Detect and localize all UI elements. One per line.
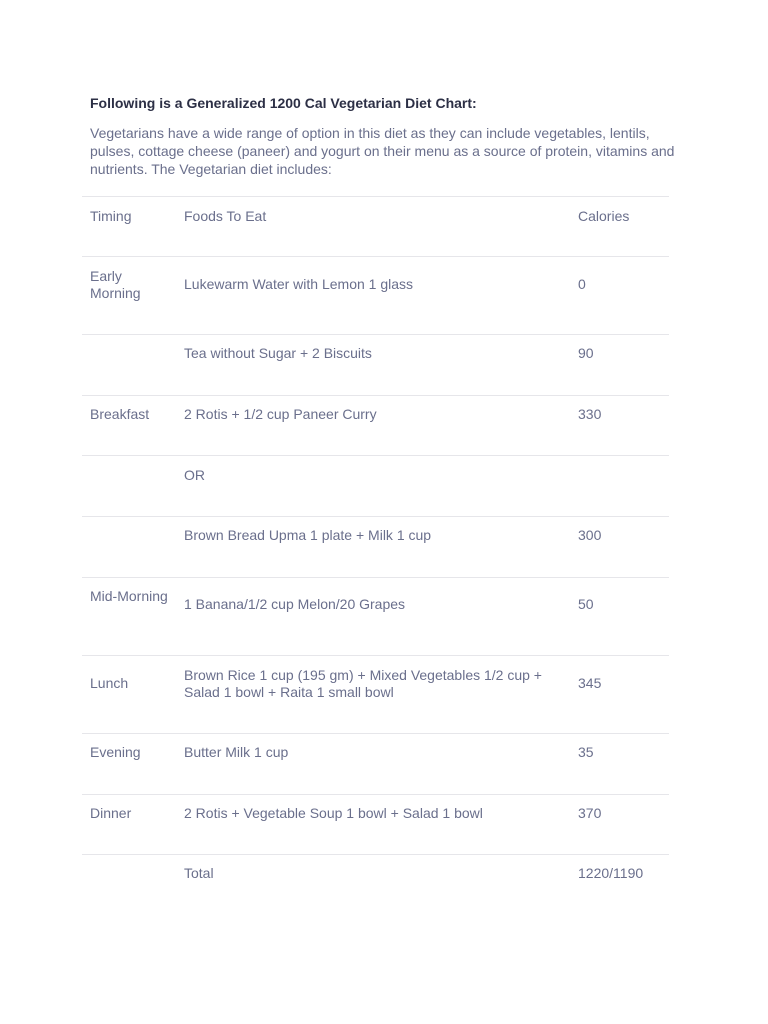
row-calories	[570, 467, 669, 516]
header-timing: Timing	[90, 208, 132, 224]
table-row	[82, 734, 669, 795]
table-row	[82, 517, 669, 578]
row-foods: Tea without Sugar + 2 Biscuits	[184, 345, 372, 361]
row-foods: Butter Milk 1 cup	[184, 744, 289, 760]
row-timing: Dinner	[90, 805, 132, 821]
row-calories: 50	[578, 596, 594, 612]
row-foods: 2 Rotis + Vegetable Soup 1 bowl + Salad 1 bowl	[184, 805, 483, 821]
table-total-row	[82, 855, 669, 897]
row-timing: Lunch	[90, 675, 129, 691]
page-title: Following is a Generalized 1200 Cal Vegetarian Diet Chart:	[90, 95, 477, 111]
row-calories: 90	[578, 345, 594, 361]
table-row	[82, 656, 669, 734]
row-timing: Evening	[90, 744, 141, 760]
table-row	[82, 795, 669, 855]
row-timing	[82, 345, 176, 395]
table-row	[82, 335, 669, 396]
table-row	[82, 396, 669, 456]
table-header-row	[82, 197, 669, 257]
table-row	[82, 456, 669, 517]
row-foods: Brown Rice 1 cup (195 gm) + Mixed Vegetables 1/2 cup + Salad 1 bowl + Raita 1 small bowl	[184, 667, 542, 700]
intro-paragraph: Vegetarians have a wide range of option in this diet as they can include vegetables, lentils, pulses, cottage cheese (paneer) and yogurt on their menu as a source of protein, vitamins and nutrients. The Vegetarian diet includes:	[90, 125, 675, 177]
row-timing: Mid-Morning	[90, 588, 168, 604]
row-timing: Early Morning	[90, 268, 141, 301]
row-timing	[82, 527, 176, 577]
row-foods: 2 Rotis + 1/2 cup Paneer Curry	[184, 406, 377, 422]
row-timing: Breakfast	[90, 406, 150, 422]
row-foods: OR	[184, 467, 205, 483]
row-calories: 35	[578, 744, 594, 760]
row-timing	[82, 865, 176, 897]
table-row	[82, 578, 669, 656]
header-calories: Calories	[578, 208, 630, 224]
header-foods: Foods To Eat	[184, 208, 267, 224]
row-calories: 330	[578, 406, 602, 422]
row-calories: 0	[578, 276, 586, 292]
total-calories: 1220/1190	[578, 865, 644, 881]
row-foods: 1 Banana/1/2 cup Melon/20 Grapes	[184, 596, 406, 612]
row-calories: 345	[578, 675, 602, 691]
total-label: Total	[184, 865, 214, 881]
document-body	[90, 94, 680, 178]
row-foods: Lukewarm Water with Lemon 1 glass	[184, 276, 414, 292]
row-calories: 300	[578, 527, 602, 543]
table-row	[82, 257, 669, 335]
row-foods: Brown Bread Upma 1 plate + Milk 1 cup	[184, 527, 432, 543]
row-timing	[82, 467, 176, 516]
diet-chart-table	[82, 196, 669, 897]
row-calories: 370	[578, 805, 602, 821]
